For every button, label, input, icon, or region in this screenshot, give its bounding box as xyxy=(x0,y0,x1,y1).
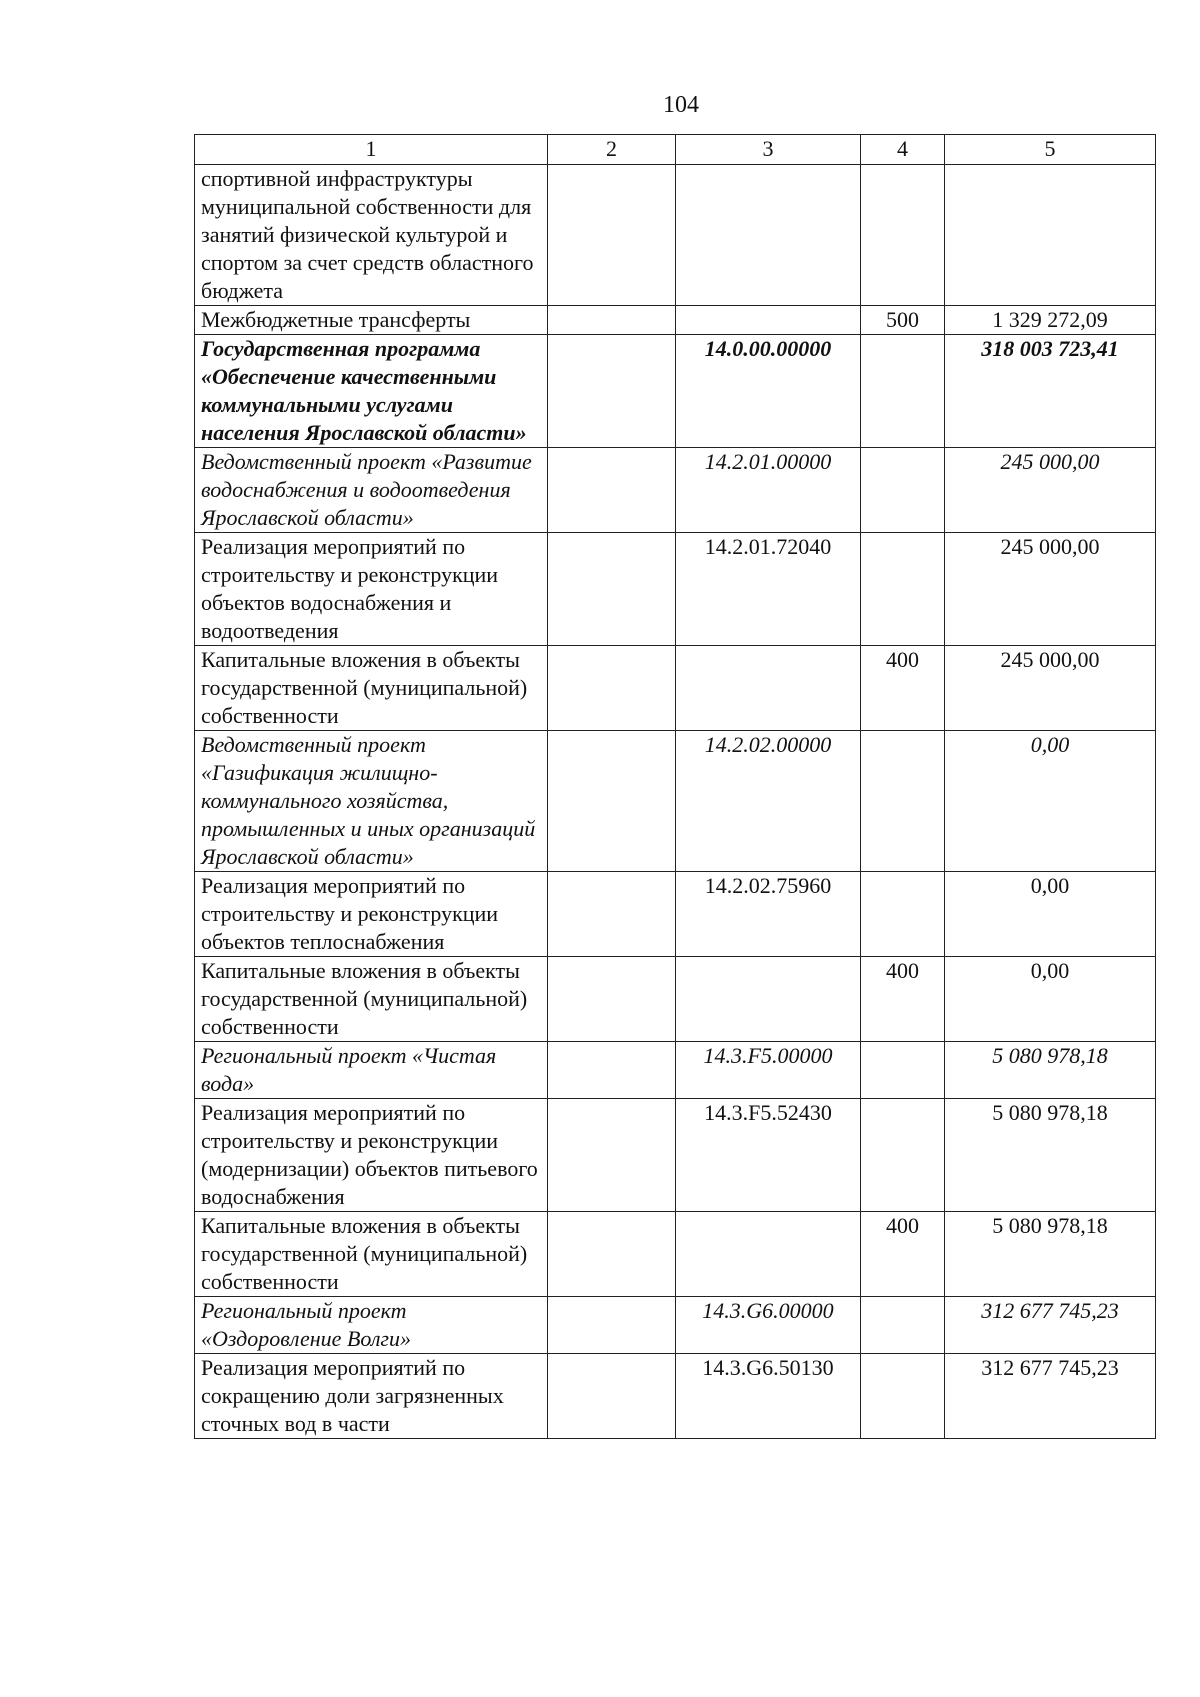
row-type-cell xyxy=(861,1042,945,1099)
page-number: 104 xyxy=(663,92,699,118)
table-row xyxy=(195,448,1156,533)
row-col2-cell xyxy=(548,872,676,957)
row-amount-cell: 245 000,00 xyxy=(945,533,1156,646)
row-type-cell: 400 xyxy=(861,1212,945,1297)
row-name-cell: Государственная программа «Обеспечение качественными коммунальными услугами населения Ярославской области» xyxy=(195,335,548,448)
row-name-cell: Ведомственный проект «Газификация жилищно-коммунального хозяйства, промышленных и иных организаций Ярославской области» xyxy=(195,731,548,872)
column-header: 3 xyxy=(676,135,861,165)
row-name-cell: Реализация мероприятий по сокращению доли загрязненных сточных вод в части xyxy=(195,1354,548,1439)
row-name-cell: Региональный проект «Чистая вода» xyxy=(195,1042,548,1099)
row-name-cell: Ведомственный проект «Развитие водоснабжения и водоотведения Ярославской области» xyxy=(195,448,548,533)
row-amount-cell: 245 000,00 xyxy=(945,448,1156,533)
table-row xyxy=(195,306,1156,335)
row-code-cell: 14.0.00.00000 xyxy=(676,335,861,448)
row-code-cell xyxy=(676,165,861,306)
row-col2-cell xyxy=(548,533,676,646)
row-type-cell xyxy=(861,448,945,533)
row-code-cell: 14.2.01.72040 xyxy=(676,533,861,646)
row-amount-cell: 312 677 745,23 xyxy=(945,1297,1156,1354)
table-header-row xyxy=(195,135,1156,165)
row-code-cell xyxy=(676,646,861,731)
row-amount-cell xyxy=(945,165,1156,306)
table-row xyxy=(195,165,1156,306)
column-header: 1 xyxy=(195,135,548,165)
table-row xyxy=(195,335,1156,448)
table-row xyxy=(195,1297,1156,1354)
table-row xyxy=(195,533,1156,646)
row-code-cell: 14.3.F5.00000 xyxy=(676,1042,861,1099)
row-type-cell: 400 xyxy=(861,646,945,731)
row-type-cell xyxy=(861,335,945,448)
row-type-cell: 500 xyxy=(861,306,945,335)
row-amount-cell: 318 003 723,41 xyxy=(945,335,1156,448)
budget-table xyxy=(194,134,1156,1439)
table-row xyxy=(195,957,1156,1042)
row-name-cell: Межбюджетные трансферты xyxy=(195,306,548,335)
row-name-cell: Региональный проект «Оздоровление Волги» xyxy=(195,1297,548,1354)
row-name-cell: Капитальные вложения в объекты государственной (муниципальной) собственности xyxy=(195,646,548,731)
row-col2-cell xyxy=(548,957,676,1042)
row-code-cell xyxy=(676,306,861,335)
row-code-cell: 14.3.G6.00000 xyxy=(676,1297,861,1354)
row-name-cell: спортивной инфраструктуры муниципальной собственности для занятий физической культурой и спортом за счет средств областного бюджета xyxy=(195,165,548,306)
row-col2-cell xyxy=(548,731,676,872)
row-amount-cell: 5 080 978,18 xyxy=(945,1042,1156,1099)
row-type-cell: 400 xyxy=(861,957,945,1042)
row-type-cell xyxy=(861,1297,945,1354)
column-header: 4 xyxy=(861,135,945,165)
row-type-cell xyxy=(861,1099,945,1212)
row-amount-cell: 1 329 272,09 xyxy=(945,306,1156,335)
row-code-cell: 14.3.F5.52430 xyxy=(676,1099,861,1212)
row-amount-cell: 312 677 745,23 xyxy=(945,1354,1156,1439)
row-code-cell xyxy=(676,957,861,1042)
row-col2-cell xyxy=(548,448,676,533)
table-row xyxy=(195,731,1156,872)
column-header: 2 xyxy=(548,135,676,165)
table-row xyxy=(195,1354,1156,1439)
table-row xyxy=(195,1099,1156,1212)
column-header: 5 xyxy=(945,135,1156,165)
row-type-cell xyxy=(861,872,945,957)
row-col2-cell xyxy=(548,646,676,731)
row-col2-cell xyxy=(548,1354,676,1439)
row-col2-cell xyxy=(548,335,676,448)
table-row xyxy=(195,646,1156,731)
table-row xyxy=(195,1042,1156,1099)
row-name-cell: Реализация мероприятий по строительству и реконструкции объектов теплоснабжения xyxy=(195,872,548,957)
row-code-cell: 14.2.02.00000 xyxy=(676,731,861,872)
row-type-cell xyxy=(861,533,945,646)
row-code-cell xyxy=(676,1212,861,1297)
row-code-cell: 14.2.02.75960 xyxy=(676,872,861,957)
row-amount-cell: 0,00 xyxy=(945,872,1156,957)
row-col2-cell xyxy=(548,1099,676,1212)
table-row xyxy=(195,1212,1156,1297)
row-col2-cell xyxy=(548,1042,676,1099)
row-type-cell xyxy=(861,165,945,306)
row-col2-cell xyxy=(548,1212,676,1297)
row-code-cell: 14.3.G6.50130 xyxy=(676,1354,861,1439)
row-name-cell: Капитальные вложения в объекты государственной (муниципальной) собственности xyxy=(195,957,548,1042)
row-col2-cell xyxy=(548,165,676,306)
row-name-cell: Реализация мероприятий по строительству и реконструкции объектов водоснабжения и водоотведения xyxy=(195,533,548,646)
table-row xyxy=(195,872,1156,957)
row-type-cell xyxy=(861,731,945,872)
row-col2-cell xyxy=(548,306,676,335)
row-name-cell: Реализация мероприятий по строительству и реконструкции (модернизации) объектов питьевого водоснабжения xyxy=(195,1099,548,1212)
row-amount-cell: 5 080 978,18 xyxy=(945,1212,1156,1297)
row-name-cell: Капитальные вложения в объекты государственной (муниципальной) собственности xyxy=(195,1212,548,1297)
row-amount-cell: 5 080 978,18 xyxy=(945,1099,1156,1212)
row-col2-cell xyxy=(548,1297,676,1354)
row-type-cell xyxy=(861,1354,945,1439)
row-amount-cell: 245 000,00 xyxy=(945,646,1156,731)
row-code-cell: 14.2.01.00000 xyxy=(676,448,861,533)
row-amount-cell: 0,00 xyxy=(945,957,1156,1042)
row-amount-cell: 0,00 xyxy=(945,731,1156,872)
